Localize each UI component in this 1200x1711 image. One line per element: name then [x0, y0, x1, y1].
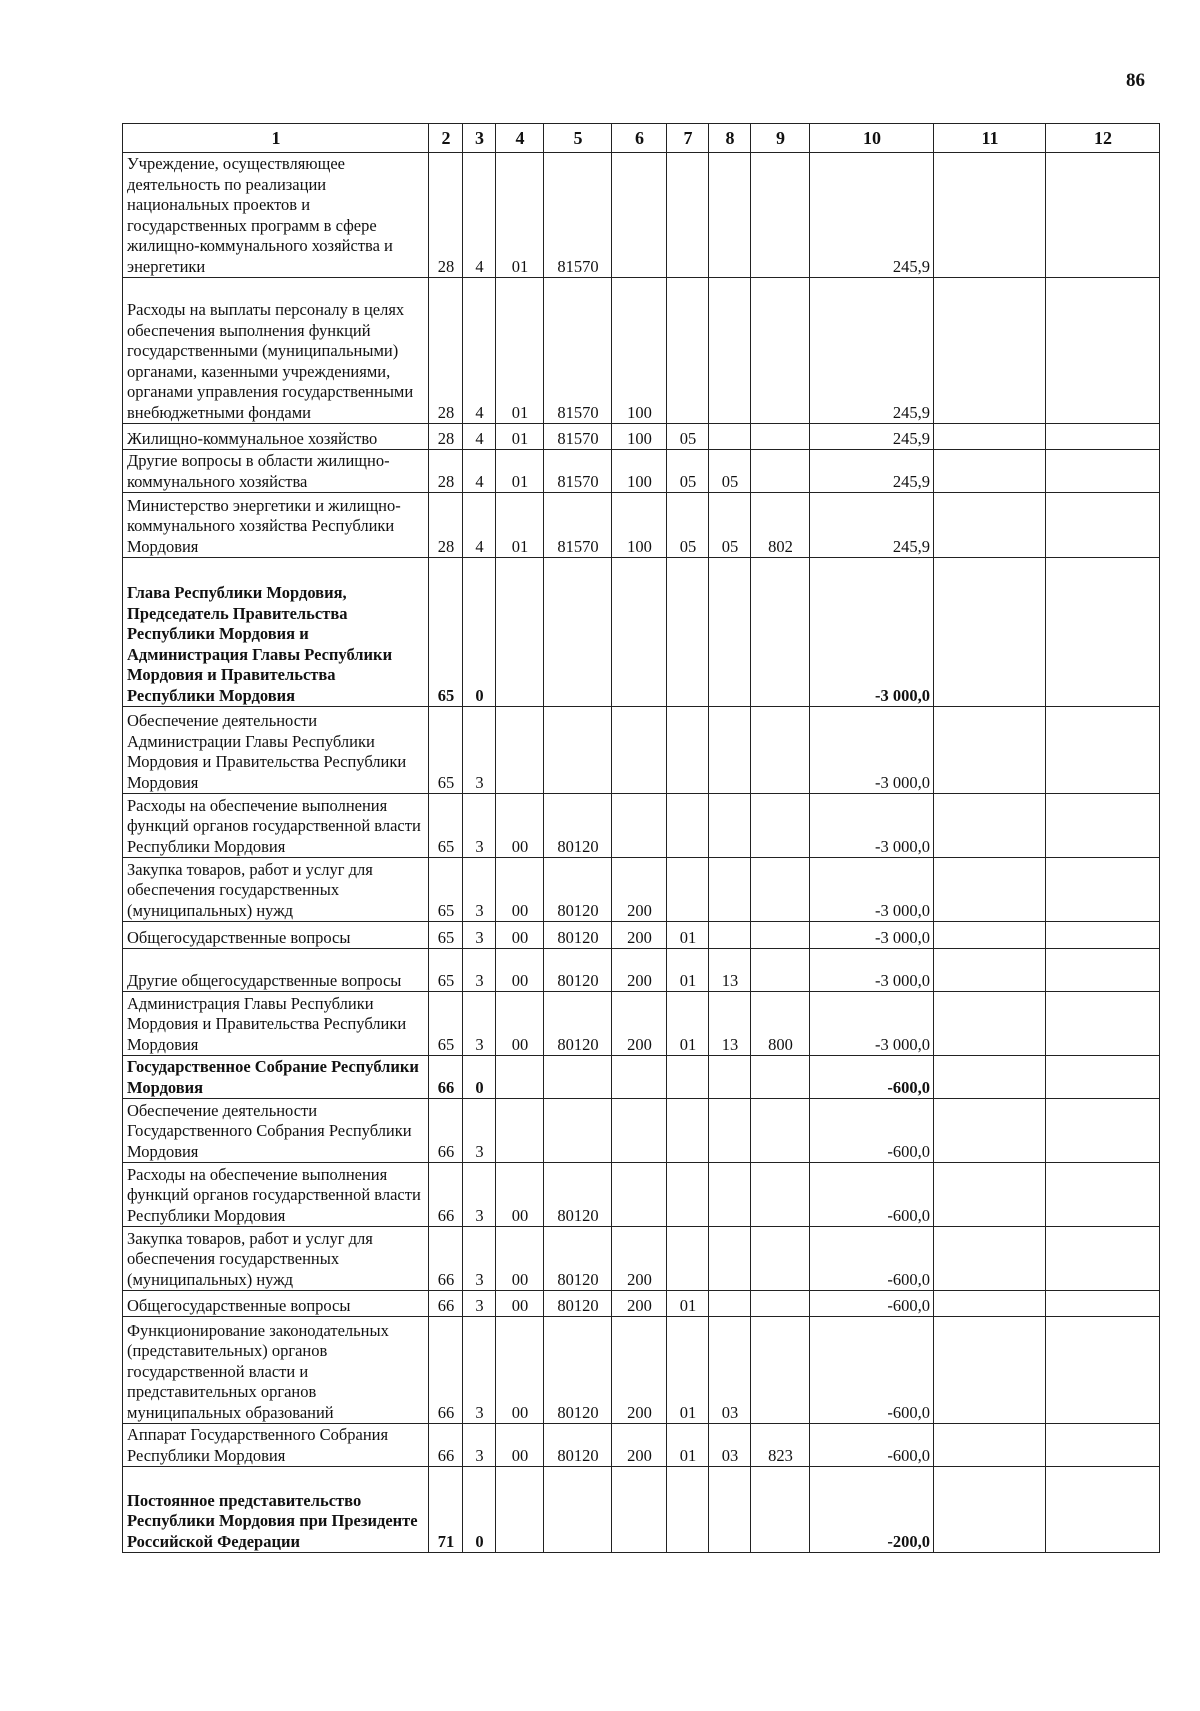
code-cell: 01: [667, 949, 709, 992]
row-name-cell: Закупка товаров, работ и услуг для обеспечения государственных (муниципальных) нужд: [123, 858, 429, 922]
code-cell: [496, 1099, 544, 1163]
empty-cell: [1046, 558, 1160, 707]
row-name-cell: Другие общегосударственные вопросы: [123, 949, 429, 992]
code-cell: 3: [463, 1424, 496, 1467]
code-cell: 3: [463, 794, 496, 858]
code-cell: [667, 1056, 709, 1099]
code-cell: 81570: [544, 450, 612, 493]
code-cell: [612, 1099, 667, 1163]
empty-cell: [1046, 922, 1160, 949]
code-cell: 3: [463, 992, 496, 1056]
code-cell: [751, 707, 810, 794]
code-cell: 66: [429, 1227, 463, 1291]
code-cell: 81570: [544, 424, 612, 450]
amount-cell: -3 000,0: [810, 707, 934, 794]
code-cell: 65: [429, 858, 463, 922]
empty-cell: [934, 1227, 1046, 1291]
amount-cell: -600,0: [810, 1227, 934, 1291]
amount-cell: 245,9: [810, 424, 934, 450]
row-name-cell: Глава Республики Мордовия, Председатель Правительства Республики Мордовия и Администрация Главы Республики Мордовия и Правительства Республики Мордовия: [123, 558, 429, 707]
code-cell: [667, 1467, 709, 1553]
code-cell: [709, 153, 751, 278]
code-cell: 823: [751, 1424, 810, 1467]
code-cell: 65: [429, 794, 463, 858]
row-name-cell: Государственное Собрание Республики Мордовия: [123, 1056, 429, 1099]
table-row: [123, 1163, 1160, 1227]
row-name-cell: Постоянное представительство Республики Мордовия при Президенте Российской Федерации: [123, 1467, 429, 1553]
code-cell: 01: [496, 424, 544, 450]
code-cell: [751, 278, 810, 424]
code-cell: 28: [429, 424, 463, 450]
code-cell: 01: [496, 153, 544, 278]
code-cell: 200: [612, 949, 667, 992]
code-cell: [751, 1317, 810, 1424]
table-row: [123, 558, 1160, 707]
amount-cell: -3 000,0: [810, 922, 934, 949]
code-cell: [751, 1467, 810, 1553]
code-cell: [667, 794, 709, 858]
code-cell: 100: [612, 278, 667, 424]
code-cell: 200: [612, 1291, 667, 1317]
code-cell: 28: [429, 278, 463, 424]
code-cell: 100: [612, 424, 667, 450]
code-cell: 03: [709, 1424, 751, 1467]
code-cell: [667, 278, 709, 424]
code-cell: 65: [429, 558, 463, 707]
empty-cell: [934, 1424, 1046, 1467]
code-cell: [751, 949, 810, 992]
amount-cell: 245,9: [810, 153, 934, 278]
code-cell: 66: [429, 1291, 463, 1317]
code-cell: 66: [429, 1099, 463, 1163]
code-cell: [544, 1056, 612, 1099]
table-row: [123, 1227, 1160, 1291]
code-cell: 80120: [544, 949, 612, 992]
budget-table: [122, 123, 1160, 1553]
row-name-cell: Расходы на обеспечение выполнения функций органов государственной власти Республики Мордовия: [123, 794, 429, 858]
code-cell: [709, 1163, 751, 1227]
empty-cell: [934, 493, 1046, 558]
code-cell: 3: [463, 922, 496, 949]
empty-cell: [934, 858, 1046, 922]
code-cell: [544, 558, 612, 707]
code-cell: [667, 1099, 709, 1163]
code-cell: 200: [612, 922, 667, 949]
code-cell: [612, 1467, 667, 1553]
row-name-cell: Закупка товаров, работ и услуг для обеспечения государственных (муниципальных) нужд: [123, 1227, 429, 1291]
table-row: [123, 1467, 1160, 1553]
code-cell: [667, 153, 709, 278]
empty-cell: [934, 1467, 1046, 1553]
empty-cell: [1046, 424, 1160, 450]
empty-cell: [934, 1099, 1046, 1163]
code-cell: 13: [709, 949, 751, 992]
code-cell: [751, 794, 810, 858]
code-cell: [709, 1291, 751, 1317]
table-row: [123, 278, 1160, 424]
amount-cell: -3 000,0: [810, 558, 934, 707]
code-cell: 800: [751, 992, 810, 1056]
row-name-cell: Другие вопросы в области жилищно-коммунального хозяйства: [123, 450, 429, 493]
code-cell: [612, 707, 667, 794]
code-cell: [667, 558, 709, 707]
code-cell: 13: [709, 992, 751, 1056]
amount-cell: -200,0: [810, 1467, 934, 1553]
code-cell: 65: [429, 992, 463, 1056]
code-cell: 80120: [544, 992, 612, 1056]
code-cell: 3: [463, 707, 496, 794]
code-cell: 3: [463, 1227, 496, 1291]
header-cell: 12: [1046, 124, 1160, 153]
code-cell: 200: [612, 1424, 667, 1467]
empty-cell: [934, 949, 1046, 992]
code-cell: 05: [667, 493, 709, 558]
empty-cell: [934, 450, 1046, 493]
code-cell: 01: [496, 278, 544, 424]
empty-cell: [934, 1163, 1046, 1227]
amount-cell: -3 000,0: [810, 858, 934, 922]
table-row: [123, 858, 1160, 922]
code-cell: [496, 1467, 544, 1553]
empty-cell: [1046, 450, 1160, 493]
code-cell: 3: [463, 1291, 496, 1317]
code-cell: [667, 1163, 709, 1227]
code-cell: [709, 922, 751, 949]
code-cell: 65: [429, 707, 463, 794]
table-row: [123, 1424, 1160, 1467]
code-cell: 05: [709, 493, 751, 558]
code-cell: 01: [667, 922, 709, 949]
code-cell: 65: [429, 949, 463, 992]
code-cell: 03: [709, 1317, 751, 1424]
empty-cell: [1046, 153, 1160, 278]
amount-cell: 245,9: [810, 493, 934, 558]
code-cell: 01: [667, 1317, 709, 1424]
row-name-cell: Расходы на обеспечение выполнения функций органов государственной власти Республики Мордовия: [123, 1163, 429, 1227]
empty-cell: [934, 278, 1046, 424]
code-cell: [709, 1056, 751, 1099]
empty-cell: [1046, 858, 1160, 922]
code-cell: [709, 278, 751, 424]
code-cell: [709, 1467, 751, 1553]
code-cell: 0: [463, 1467, 496, 1553]
code-cell: 81570: [544, 493, 612, 558]
code-cell: [612, 794, 667, 858]
amount-cell: -600,0: [810, 1163, 934, 1227]
amount-cell: 245,9: [810, 278, 934, 424]
code-cell: 28: [429, 493, 463, 558]
table-row: [123, 1291, 1160, 1317]
empty-cell: [934, 1291, 1046, 1317]
code-cell: [751, 153, 810, 278]
code-cell: [496, 707, 544, 794]
header-cell: 4: [496, 124, 544, 153]
header-cell: 3: [463, 124, 496, 153]
code-cell: 00: [496, 1163, 544, 1227]
code-cell: 80120: [544, 1424, 612, 1467]
code-cell: 80120: [544, 858, 612, 922]
code-cell: [751, 1227, 810, 1291]
code-cell: 01: [496, 450, 544, 493]
code-cell: [612, 153, 667, 278]
table-row: [123, 1099, 1160, 1163]
row-name-cell: Обеспечение деятельности Администрации Главы Республики Мордовия и Правительства Республики Мордовия: [123, 707, 429, 794]
empty-cell: [934, 1056, 1046, 1099]
header-cell: 7: [667, 124, 709, 153]
code-cell: 200: [612, 992, 667, 1056]
code-cell: 4: [463, 153, 496, 278]
code-cell: 81570: [544, 153, 612, 278]
code-cell: 66: [429, 1317, 463, 1424]
amount-cell: -600,0: [810, 1056, 934, 1099]
table-row: [123, 1056, 1160, 1099]
code-cell: 80120: [544, 922, 612, 949]
amount-cell: -600,0: [810, 1099, 934, 1163]
amount-cell: -600,0: [810, 1424, 934, 1467]
empty-cell: [1046, 1291, 1160, 1317]
amount-cell: -600,0: [810, 1291, 934, 1317]
header-cell: 2: [429, 124, 463, 153]
code-cell: [709, 424, 751, 450]
empty-cell: [934, 424, 1046, 450]
table-row: [123, 153, 1160, 278]
code-cell: 00: [496, 992, 544, 1056]
code-cell: [751, 424, 810, 450]
code-cell: 80120: [544, 1291, 612, 1317]
code-cell: [751, 1056, 810, 1099]
code-cell: [709, 858, 751, 922]
empty-cell: [934, 794, 1046, 858]
code-cell: [544, 1099, 612, 1163]
table-row: [123, 493, 1160, 558]
code-cell: 05: [709, 450, 751, 493]
code-cell: 00: [496, 858, 544, 922]
empty-cell: [1046, 707, 1160, 794]
code-cell: 00: [496, 1291, 544, 1317]
code-cell: [751, 1163, 810, 1227]
code-cell: [667, 707, 709, 794]
page-number: 86: [1126, 70, 1145, 91]
empty-cell: [1046, 1424, 1160, 1467]
code-cell: 100: [612, 450, 667, 493]
code-cell: 3: [463, 858, 496, 922]
header-cell: 9: [751, 124, 810, 153]
empty-cell: [934, 558, 1046, 707]
code-cell: 3: [463, 1099, 496, 1163]
code-cell: 0: [463, 1056, 496, 1099]
header-row: [123, 124, 1160, 153]
header-cell: 1: [123, 124, 429, 153]
code-cell: 100: [612, 493, 667, 558]
code-cell: [751, 858, 810, 922]
empty-cell: [934, 707, 1046, 794]
empty-cell: [1046, 1163, 1160, 1227]
code-cell: 0: [463, 558, 496, 707]
table-row: [123, 1317, 1160, 1424]
code-cell: [709, 707, 751, 794]
code-cell: 4: [463, 450, 496, 493]
table-row: [123, 992, 1160, 1056]
table-row: [123, 794, 1160, 858]
code-cell: 28: [429, 450, 463, 493]
code-cell: [751, 558, 810, 707]
code-cell: 05: [667, 450, 709, 493]
code-cell: 4: [463, 493, 496, 558]
row-name-cell: Аппарат Государственного Собрания Республики Мордовия: [123, 1424, 429, 1467]
code-cell: 01: [667, 1424, 709, 1467]
table-row: [123, 424, 1160, 450]
header-cell: 6: [612, 124, 667, 153]
code-cell: [667, 858, 709, 922]
empty-cell: [1046, 794, 1160, 858]
code-cell: 80120: [544, 1163, 612, 1227]
code-cell: 01: [496, 493, 544, 558]
code-cell: 80120: [544, 1227, 612, 1291]
code-cell: [751, 922, 810, 949]
table-row: [123, 707, 1160, 794]
table-row: [123, 949, 1160, 992]
row-name-cell: Общегосударственные вопросы: [123, 1291, 429, 1317]
empty-cell: [1046, 493, 1160, 558]
code-cell: 80120: [544, 794, 612, 858]
code-cell: [496, 558, 544, 707]
code-cell: 00: [496, 1424, 544, 1467]
code-cell: [544, 707, 612, 794]
row-name-cell: Функционирование законодательных (представительных) органов государственной власти и представительных органов муниципальных образований: [123, 1317, 429, 1424]
header-cell: 8: [709, 124, 751, 153]
empty-cell: [1046, 1056, 1160, 1099]
code-cell: [751, 1291, 810, 1317]
row-name-cell: Учреждение, осуществляющее деятельность по реализации национальных проектов и государственных программ в сфере жилищно-коммунального хозяйства и энергетики: [123, 153, 429, 278]
empty-cell: [1046, 992, 1160, 1056]
code-cell: [612, 1056, 667, 1099]
code-cell: 01: [667, 1291, 709, 1317]
amount-cell: -3 000,0: [810, 992, 934, 1056]
code-cell: 28: [429, 153, 463, 278]
code-cell: 66: [429, 1424, 463, 1467]
code-cell: [612, 558, 667, 707]
empty-cell: [1046, 1467, 1160, 1553]
code-cell: 3: [463, 1163, 496, 1227]
code-cell: [612, 1163, 667, 1227]
code-cell: 81570: [544, 278, 612, 424]
code-cell: [496, 1056, 544, 1099]
code-cell: 80120: [544, 1317, 612, 1424]
code-cell: 05: [667, 424, 709, 450]
code-cell: 66: [429, 1056, 463, 1099]
row-name-cell: Жилищно-коммунальное хозяйство: [123, 424, 429, 450]
amount-cell: 245,9: [810, 450, 934, 493]
empty-cell: [1046, 1317, 1160, 1424]
code-cell: [751, 1099, 810, 1163]
code-cell: 4: [463, 424, 496, 450]
amount-cell: -3 000,0: [810, 949, 934, 992]
code-cell: 4: [463, 278, 496, 424]
empty-cell: [934, 153, 1046, 278]
empty-cell: [1046, 278, 1160, 424]
code-cell: 66: [429, 1163, 463, 1227]
code-cell: 00: [496, 1317, 544, 1424]
code-cell: [709, 1099, 751, 1163]
header-cell: 11: [934, 124, 1046, 153]
code-cell: 65: [429, 922, 463, 949]
code-cell: [709, 558, 751, 707]
row-name-cell: Расходы на выплаты персоналу в целях обеспечения выполнения функций государственными (муниципальными) органами, казенными учреждениями, органами управления государственными внебюджетными фондами: [123, 278, 429, 424]
amount-cell: -600,0: [810, 1317, 934, 1424]
code-cell: 00: [496, 922, 544, 949]
table-row: [123, 450, 1160, 493]
amount-cell: -3 000,0: [810, 794, 934, 858]
code-cell: [544, 1467, 612, 1553]
code-cell: 200: [612, 1227, 667, 1291]
code-cell: 3: [463, 949, 496, 992]
table-row: [123, 922, 1160, 949]
code-cell: 3: [463, 1317, 496, 1424]
code-cell: 71: [429, 1467, 463, 1553]
empty-cell: [1046, 1099, 1160, 1163]
empty-cell: [934, 922, 1046, 949]
code-cell: [751, 450, 810, 493]
code-cell: [709, 1227, 751, 1291]
code-cell: 200: [612, 1317, 667, 1424]
code-cell: 00: [496, 949, 544, 992]
code-cell: 00: [496, 794, 544, 858]
code-cell: 00: [496, 1227, 544, 1291]
code-cell: [667, 1227, 709, 1291]
row-name-cell: Обеспечение деятельности Государственного Собрания Республики Мордовия: [123, 1099, 429, 1163]
empty-cell: [934, 992, 1046, 1056]
row-name-cell: Администрация Главы Республики Мордовия и Правительства Республики Мордовия: [123, 992, 429, 1056]
row-name-cell: Министерство энергетики и жилищно-коммунального хозяйства Республики Мордовия: [123, 493, 429, 558]
row-name-cell: Общегосударственные вопросы: [123, 922, 429, 949]
code-cell: 802: [751, 493, 810, 558]
empty-cell: [1046, 949, 1160, 992]
header-cell: 10: [810, 124, 934, 153]
code-cell: 01: [667, 992, 709, 1056]
empty-cell: [934, 1317, 1046, 1424]
header-cell: 5: [544, 124, 612, 153]
code-cell: [709, 794, 751, 858]
code-cell: 200: [612, 858, 667, 922]
empty-cell: [1046, 1227, 1160, 1291]
